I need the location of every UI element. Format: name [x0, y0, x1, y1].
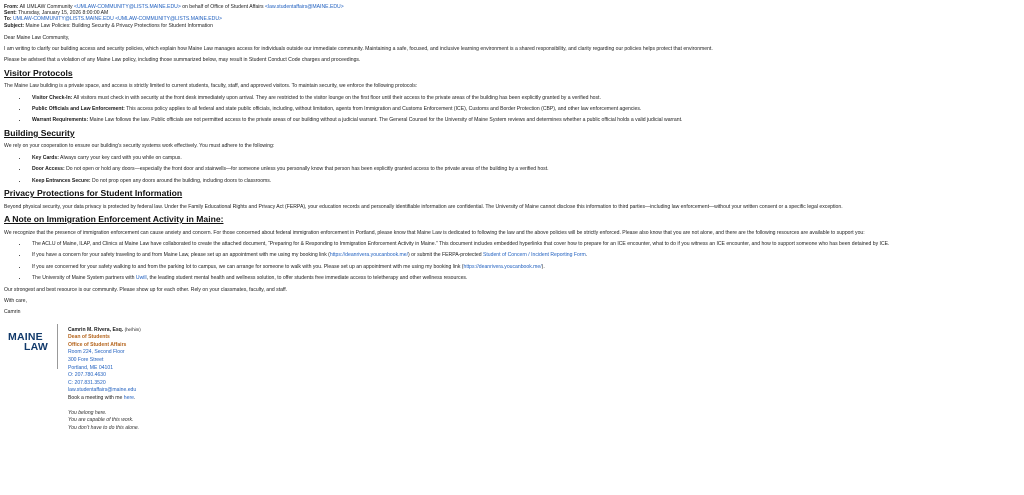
subject-label: Subject:	[4, 22, 25, 29]
signer-office: Office of Student Affairs	[68, 341, 127, 348]
signer-name: Camrin M. Rivera, Esq.	[68, 326, 124, 333]
item-text: This access policy applies to all federal and state public officials, including, without limitation, agents from Immigration and Customs Enforcement (ICE), Customs and Border Protection (CBP), and other law enforcement agencies.	[124, 105, 642, 112]
item-text: Do not prop open any doors around the building, including doors to classrooms.	[90, 177, 272, 184]
item-text: If you are concerned for your safety walking to and from the parking lot to campus, we can arrange for someone to walk with you. Please set up an appointment with me using my booking link (	[32, 263, 464, 270]
signer-pronouns: (he/him)	[124, 326, 141, 332]
address-line-1: Room 224, Second Floor	[68, 349, 125, 356]
ice-intro: We recognize that the presence of immigration enforcement can cause anxiety and concern. For those concerned about federal immigration enforcement in Portland, please know that Maine Law is dedicated to following the law and the above policies will be strictly enforced. Please also know that you are not alone, and there are the following resources are available to support you:	[4, 229, 865, 236]
greeting: Dear Maine Law Community,	[4, 34, 70, 41]
to-label: To:	[4, 16, 12, 23]
visitor-protocols-heading: Visitor Protocols	[4, 67, 73, 78]
uwill-link[interactable]: Uwill	[135, 275, 147, 282]
item-text: Do not open or hold any doors—especially the front door and stairwells—for someone unless you personally know that person has been explicitly granted access to the private areas of the building by a verified host.	[64, 166, 549, 173]
privacy-paragraph: Beyond physical security, your data privacy is protected by federal law. Under the Family Educational Rights and Privacy Act (FERPA), your education records and personally identifiable information are confidential. The University of Maine cannot disclose this information to third parties—including law enforcement—without your written consent or a specific legal exception.	[4, 203, 843, 210]
item-text: , the leading student mental health and wellness solution, to offer students free immediate access to teletherapy and other wellness resources.	[146, 275, 468, 282]
visitor-intro: The Maine Law building is a private space, and access is strictly limited to current students, faculty, staff, and approved visitors. To maintain security, we enforce the following protocols:	[4, 83, 418, 90]
item-text: The ACLU of Maine, ILAP, and Clinics at Maine Law have collaborated to create the attached document, “Preparing for & Responding to Immigration Enforcement Activity in Maine.” This document includes embedded hyperlinks that cover how to prepare for an ICE encounter, what to do if you witness an ICE encounter, and how to support someone who has been detained by ICE.	[32, 240, 890, 247]
list-item	[28, 95, 1020, 101]
sender-first-name: Camrin	[4, 309, 21, 316]
booking-link[interactable]: https://deanrivera.youcanbook.me/	[329, 252, 409, 259]
item-label: Warrant Requirements:	[32, 117, 89, 124]
address-line-2: 300 Fore Street	[68, 357, 104, 363]
security-list	[4, 155, 1020, 184]
from-label: From:	[4, 4, 19, 10]
sent-value: Thursday, January 15, 2026 8:00:00 AM	[18, 10, 109, 17]
email-signature	[4, 324, 1020, 464]
item-text: All visitors must check in with security at the front desk immediately upon arrival. They are restricted to the visitor lounge on the first floor until their access to the private areas of the building has been explicitly granted by a verified host.	[72, 94, 601, 101]
from-email-link[interactable]: <UMLAW-COMMUNITY@LISTS.MAINE.EDU>	[74, 4, 181, 10]
address-line-3: Portland, ME 04101	[68, 364, 114, 371]
signature-details	[68, 326, 141, 433]
item-text: ).	[541, 263, 545, 270]
item-text: If you have a concern for your safety traveling to and from Maine Law, please set up an appointment with me using my booking link (	[32, 252, 330, 259]
item-text: Maine Law follows the law. Public officials are not permitted access to the private areas of our building without a judicial warrant. The General Counsel for the University of Maine System reviews and determines whether a public official holds a valid judicial warrant.	[88, 117, 683, 124]
list-item	[28, 241, 1020, 247]
ice-note-heading: A Note on Immigration Enforcement Activity in Maine:	[4, 214, 224, 224]
list-item	[28, 178, 1020, 184]
building-security-heading: Building Security	[4, 127, 75, 138]
email-header	[4, 4, 1020, 29]
list-item	[28, 252, 1020, 258]
visitor-list	[4, 95, 1020, 124]
closing-paragraph: Our strongest and best resource is our community. Please show up for each other. Rely on your classmates, faculty, and staff.	[4, 286, 288, 293]
booking-link[interactable]: https://deanrivera.youcanbook.me/	[463, 263, 542, 270]
list-item	[28, 275, 1020, 281]
maine-law-logo	[8, 332, 58, 353]
list-item	[28, 155, 1020, 161]
item-text: Always carry your key card with you while on campus.	[58, 154, 182, 161]
privacy-heading: Privacy Protections for Student Information	[4, 188, 183, 199]
item-label: Door Access:	[32, 166, 65, 173]
item-label: Public Officials and Law Enforcement:	[32, 105, 125, 112]
incident-form-link[interactable]: Student of Concern / Incident Reporting Form	[482, 252, 586, 259]
list-item	[28, 166, 1020, 172]
list-item	[28, 117, 1020, 123]
office-phone: O: 207.780.4630	[68, 372, 106, 379]
signature-divider	[57, 324, 58, 369]
intro-paragraph: I am writing to clarify our building access and security policies, which explain how Maine Law manages access for individuals outside our immediate community. Maintaining a safe, focused, and inclusive learning environment is a shared responsibility, and clarity regarding our policies helps protect that environment.	[4, 46, 713, 53]
signature-note-3: You don’t have to do this alone.	[68, 424, 140, 431]
from-behalf: on behalf of Office of Student Affairs	[180, 4, 265, 10]
book-period: .	[133, 394, 136, 401]
sent-label: Sent:	[4, 10, 17, 17]
signature-email-link[interactable]: law.studentaffairs@maine.edu	[68, 387, 137, 394]
subject-value: Maine Law Policies: Building Security & Privacy Protections for Student Information	[25, 22, 213, 29]
security-intro: We rely on your cooperation to ensure our building’s security systems work effectively. You must adhere to the following:	[4, 143, 275, 150]
logo-line-1: MAINE	[8, 330, 43, 343]
from-name: All UMLAW Community	[19, 4, 75, 10]
item-text: The University of Maine System partners with	[32, 275, 136, 282]
book-text: Book a meeting with me	[68, 394, 124, 401]
to-value-link[interactable]: UMLAW-COMMUNITY@LISTS.MAINE.EDU <UMLAW-COMMUNITY@LISTS.MAINE.EDU>	[12, 16, 222, 23]
signature-note-1: You belong here.	[68, 409, 107, 416]
book-meeting-link[interactable]: here	[123, 394, 134, 401]
item-text: .	[585, 252, 588, 259]
list-item	[28, 264, 1020, 270]
item-label: Key Cards:	[32, 154, 59, 161]
signer-title: Dean of Students	[68, 334, 110, 341]
list-item	[28, 106, 1020, 112]
ice-resources-list	[4, 241, 1020, 282]
logo-line-2: LAW	[24, 341, 48, 354]
item-label: Visitor Check-In:	[32, 94, 73, 101]
sign-off: With care,	[4, 298, 27, 305]
item-label: Keep Entrances Secure:	[32, 177, 91, 184]
advisory-paragraph: Please be advised that a violation of any Maine Law policy, including those summarized below, may result in Student Conduct Code charges and proceedings.	[4, 57, 361, 64]
from-behalf-email-link[interactable]: <law.studentaffairs@MAINE.EDU>	[265, 4, 344, 10]
cell-phone: C: 207.831.3520	[68, 379, 106, 386]
item-text: ) or submit the FERPA-protected	[408, 252, 483, 259]
signature-note-2: You are capable of this work.	[68, 417, 134, 424]
